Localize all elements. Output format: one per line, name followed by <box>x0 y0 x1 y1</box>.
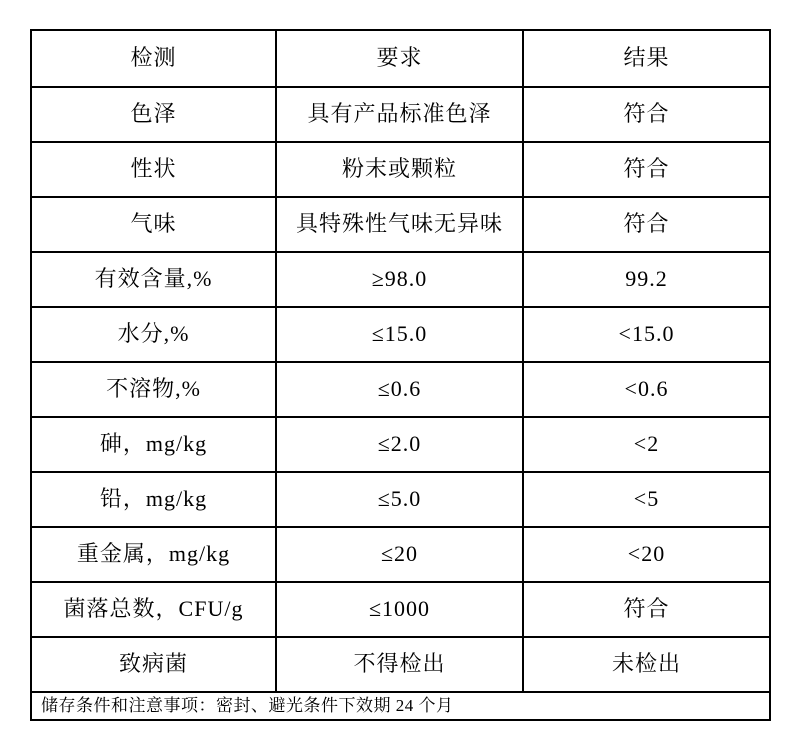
table-header <box>31 30 770 87</box>
requirement-cell: ≥98.0 <box>276 252 523 307</box>
result-cell: <5 <box>523 472 770 527</box>
result-cell: <15.0 <box>523 307 770 362</box>
test-cell: 铅，mg/kg <box>31 472 276 527</box>
table-row <box>31 197 770 252</box>
table-row <box>31 87 770 142</box>
test-cell: 水分,% <box>31 307 276 362</box>
result-cell: <20 <box>523 527 770 582</box>
requirement-cell: 具特殊性气味无异味 <box>276 197 523 252</box>
table-row <box>31 472 770 527</box>
header-cell-requirement: 要求 <box>276 30 523 87</box>
footer-row <box>31 692 770 720</box>
result-cell: 符合 <box>523 87 770 142</box>
test-cell: 不溶物,% <box>31 362 276 417</box>
test-cell: 色泽 <box>31 87 276 142</box>
requirement-cell: 粉末或颗粒 <box>276 142 523 197</box>
table-row <box>31 417 770 472</box>
result-cell: <2 <box>523 417 770 472</box>
requirement-cell: ≤20 <box>276 527 523 582</box>
table-row <box>31 252 770 307</box>
requirement-cell: ≤1000 <box>276 582 523 637</box>
test-cell: 气味 <box>31 197 276 252</box>
table-row <box>31 582 770 637</box>
table-row <box>31 142 770 197</box>
result-cell: 未检出 <box>523 637 770 692</box>
test-cell: 重金属，mg/kg <box>31 527 276 582</box>
table-row <box>31 527 770 582</box>
requirement-cell: ≤5.0 <box>276 472 523 527</box>
header-cell-test: 检测 <box>31 30 276 87</box>
test-cell: 砷，mg/kg <box>31 417 276 472</box>
table-row <box>31 637 770 692</box>
requirement-cell: ≤15.0 <box>276 307 523 362</box>
requirement-cell: ≤0.6 <box>276 362 523 417</box>
inspection-table <box>30 29 771 721</box>
requirement-cell: ≤2.0 <box>276 417 523 472</box>
header-row <box>31 30 770 87</box>
result-cell: 符合 <box>523 142 770 197</box>
result-cell: 符合 <box>523 582 770 637</box>
table-row <box>31 362 770 417</box>
table-footer <box>31 692 770 720</box>
result-cell: 99.2 <box>523 252 770 307</box>
result-cell: 符合 <box>523 197 770 252</box>
table-row <box>31 307 770 362</box>
test-cell: 致病菌 <box>31 637 276 692</box>
test-cell: 有效含量,% <box>31 252 276 307</box>
storage-note: 储存条件和注意事项：密封、避光条件下效期 24 个月 <box>31 692 770 720</box>
table-body <box>31 87 770 692</box>
result-cell: <0.6 <box>523 362 770 417</box>
header-cell-result: 结果 <box>523 30 770 87</box>
requirement-cell: 具有产品标准色泽 <box>276 87 523 142</box>
requirement-cell: 不得检出 <box>276 637 523 692</box>
test-cell: 性状 <box>31 142 276 197</box>
test-cell: 菌落总数，CFU/g <box>31 582 276 637</box>
